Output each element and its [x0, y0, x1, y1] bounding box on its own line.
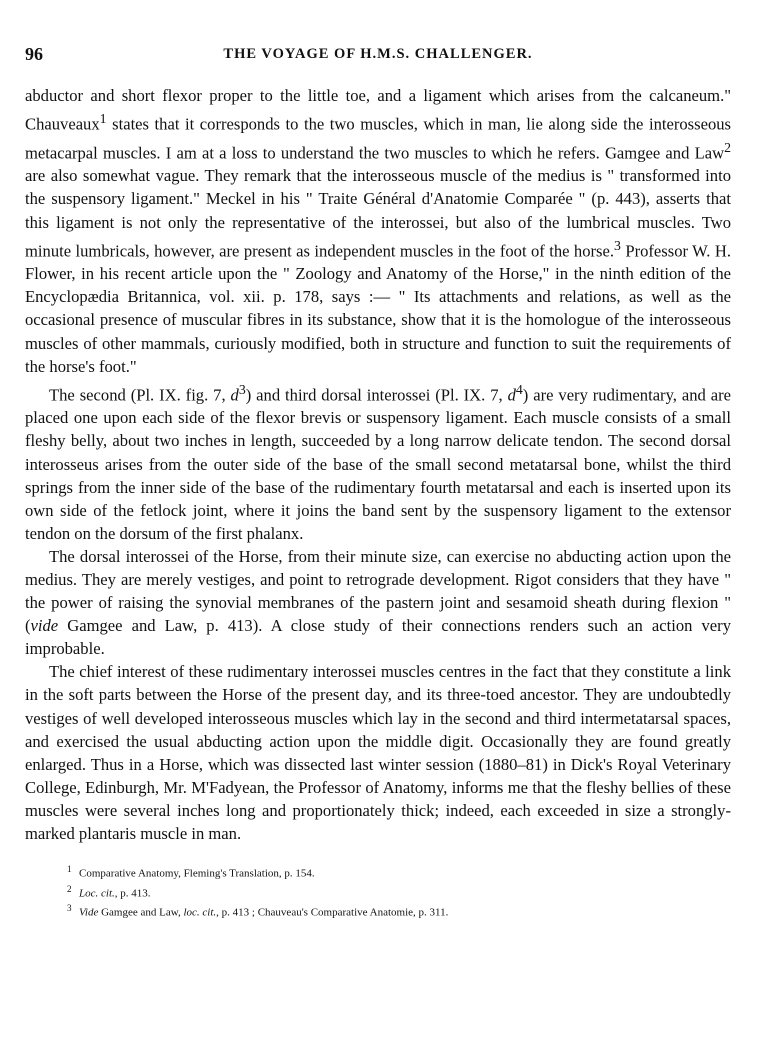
- paragraph-2-text-b: ) and third dorsal interossei (Pl. IX. 7,: [245, 385, 508, 405]
- footnote-3: [67, 901, 731, 921]
- running-title: THE VOYAGE OF H.M.S. CHALLENGER.: [223, 46, 533, 62]
- footnote-ref-1: 1: [99, 111, 107, 127]
- footnote-1: [67, 862, 731, 882]
- paragraph-1-text-a: abductor and short flexor proper to the little toe, and a ligament which arises from the calcaneum." Chauveaux: [25, 86, 731, 134]
- body-text: [25, 84, 731, 845]
- footnote-3-text-b: , p. 413 ; Chauveau's Comparative Anatomie, p. 311.: [216, 907, 449, 920]
- running-head: [25, 44, 731, 66]
- paragraph-4: The chief interest of these rudimentary interossei muscles centres in the fact that they constitute a link in the soft parts between the Horse of the present day, and its three-toed ancestor. They are undoubtedly vestiges of well developed interosseous muscles which lay in the second and third intermetatarsal spaces, and exercised the usual abducting action upon the middle digit. Occasionally they are found greatly enlarged. Thus in a Horse, which was dissected last winter session (1880–81) in Dick's Royal Veterinary College, Edinburgh, Mr. M'Fadyean, the Professor of Anatomy, informs me that the fleshy bellies of these muscles were several inches long and proportionately thick; indeed, each exceeded in size a strongly-marked plantaris muscle in man.: [25, 662, 731, 844]
- plate-label-d3: d: [230, 385, 239, 405]
- paragraph-1: [25, 84, 731, 378]
- paragraph-3: [25, 545, 731, 660]
- plate-label-d3-sup: 3: [238, 381, 246, 397]
- footnotes: [25, 862, 731, 921]
- paragraph-2: [25, 378, 731, 545]
- plate-label-d4: d: [507, 385, 516, 405]
- paragraph-2-text-c: ) are very rudimentary, and are placed one upon each side of the flexor brevis or suspensory ligament. Each muscle consists of a small fleshy belly, about two inches in length, succeeded by a long narrow delicate tendon. The second dorsal interosseus arises from the outer side of the base of the small second metatarsal bone, whilst the third springs from the inner side of the base of the rudimentary fourth metatarsal and each is inserted upon its own side of the fetlock joint, where it joins the band sent by the suspensory ligament to the extensor tendon on the dorsum of the first phalanx.: [25, 385, 731, 543]
- paragraph-2-text-a: The second (Pl. IX. fig. 7,: [49, 385, 231, 405]
- footnote-2-text: , p. 413.: [114, 887, 151, 900]
- vide-italic: vide: [30, 616, 59, 636]
- footnote-3-text-a: Gamgee and Law,: [98, 907, 184, 920]
- footnote-3-mark: 3: [67, 903, 72, 914]
- paragraph-1-text-d: Professor W. H. Flower, in his recent article upon the " Zoology and Anatomy of the Horse," in the ninth edition of the Encyclopædia Britannica, vol. xii. p. 178, says :— " Its attachments and relations, as well as the occasional presence of muscular fibres in its substance, show that it is the homologue of the interosseous muscles of other mammals, curiously modified, both in structure and function to suit the requirements of the horse's foot.": [25, 241, 731, 376]
- footnote-3-italic-b: loc. cit.: [183, 907, 217, 920]
- footnote-1-mark: 1: [67, 864, 72, 875]
- page-number: 96: [25, 44, 43, 64]
- paragraph-1-text-b: states that it corresponds to the two muscles, which in man, lie along side the interosseous metacarpal muscles. I am at a loss to understand the two muscles to which he refers. Gamgee and Law: [25, 114, 731, 163]
- footnote-2-mark: 2: [67, 883, 72, 894]
- footnote-1-text: Comparative Anatomy, Fleming's Translation, p. 154.: [79, 867, 315, 880]
- paragraph-3-text-a: The dorsal interossei of the Horse, from their minute size, can exercise no abducting action upon the medius. They are merely vestiges, and point to retrograde development. Rigot considers that they have " the power of raising the synovial membranes of the pastern joint and sesamoid sheath during flexion " (: [25, 546, 731, 636]
- footnote-2-italic: Loc. cit.: [79, 887, 115, 900]
- footnote-ref-3: 3: [614, 237, 621, 253]
- footnote-2: [67, 882, 731, 902]
- paragraph-1-text-c: are also somewhat vague. They remark that the interosseous muscle of the medius is " transformed into the suspensory ligament." Meckel in his " Traite Général d'Anatomie Comparée " (p. 443), asserts that this ligament is not only the representative of the interossei, but also of the lumbrical muscles. Two minute lumbricals, however, are present as independent muscles in the foot of the horse.: [25, 166, 731, 261]
- footnote-ref-2: 2: [724, 139, 731, 155]
- page: [25, 44, 731, 921]
- paragraph-3-text-b: Gamgee and Law, p. 413). A close study of their connections renders such an action very improbable.: [25, 616, 731, 659]
- plate-label-d4-sup: 4: [515, 381, 523, 397]
- footnote-3-italic-a: Vide: [79, 907, 99, 920]
